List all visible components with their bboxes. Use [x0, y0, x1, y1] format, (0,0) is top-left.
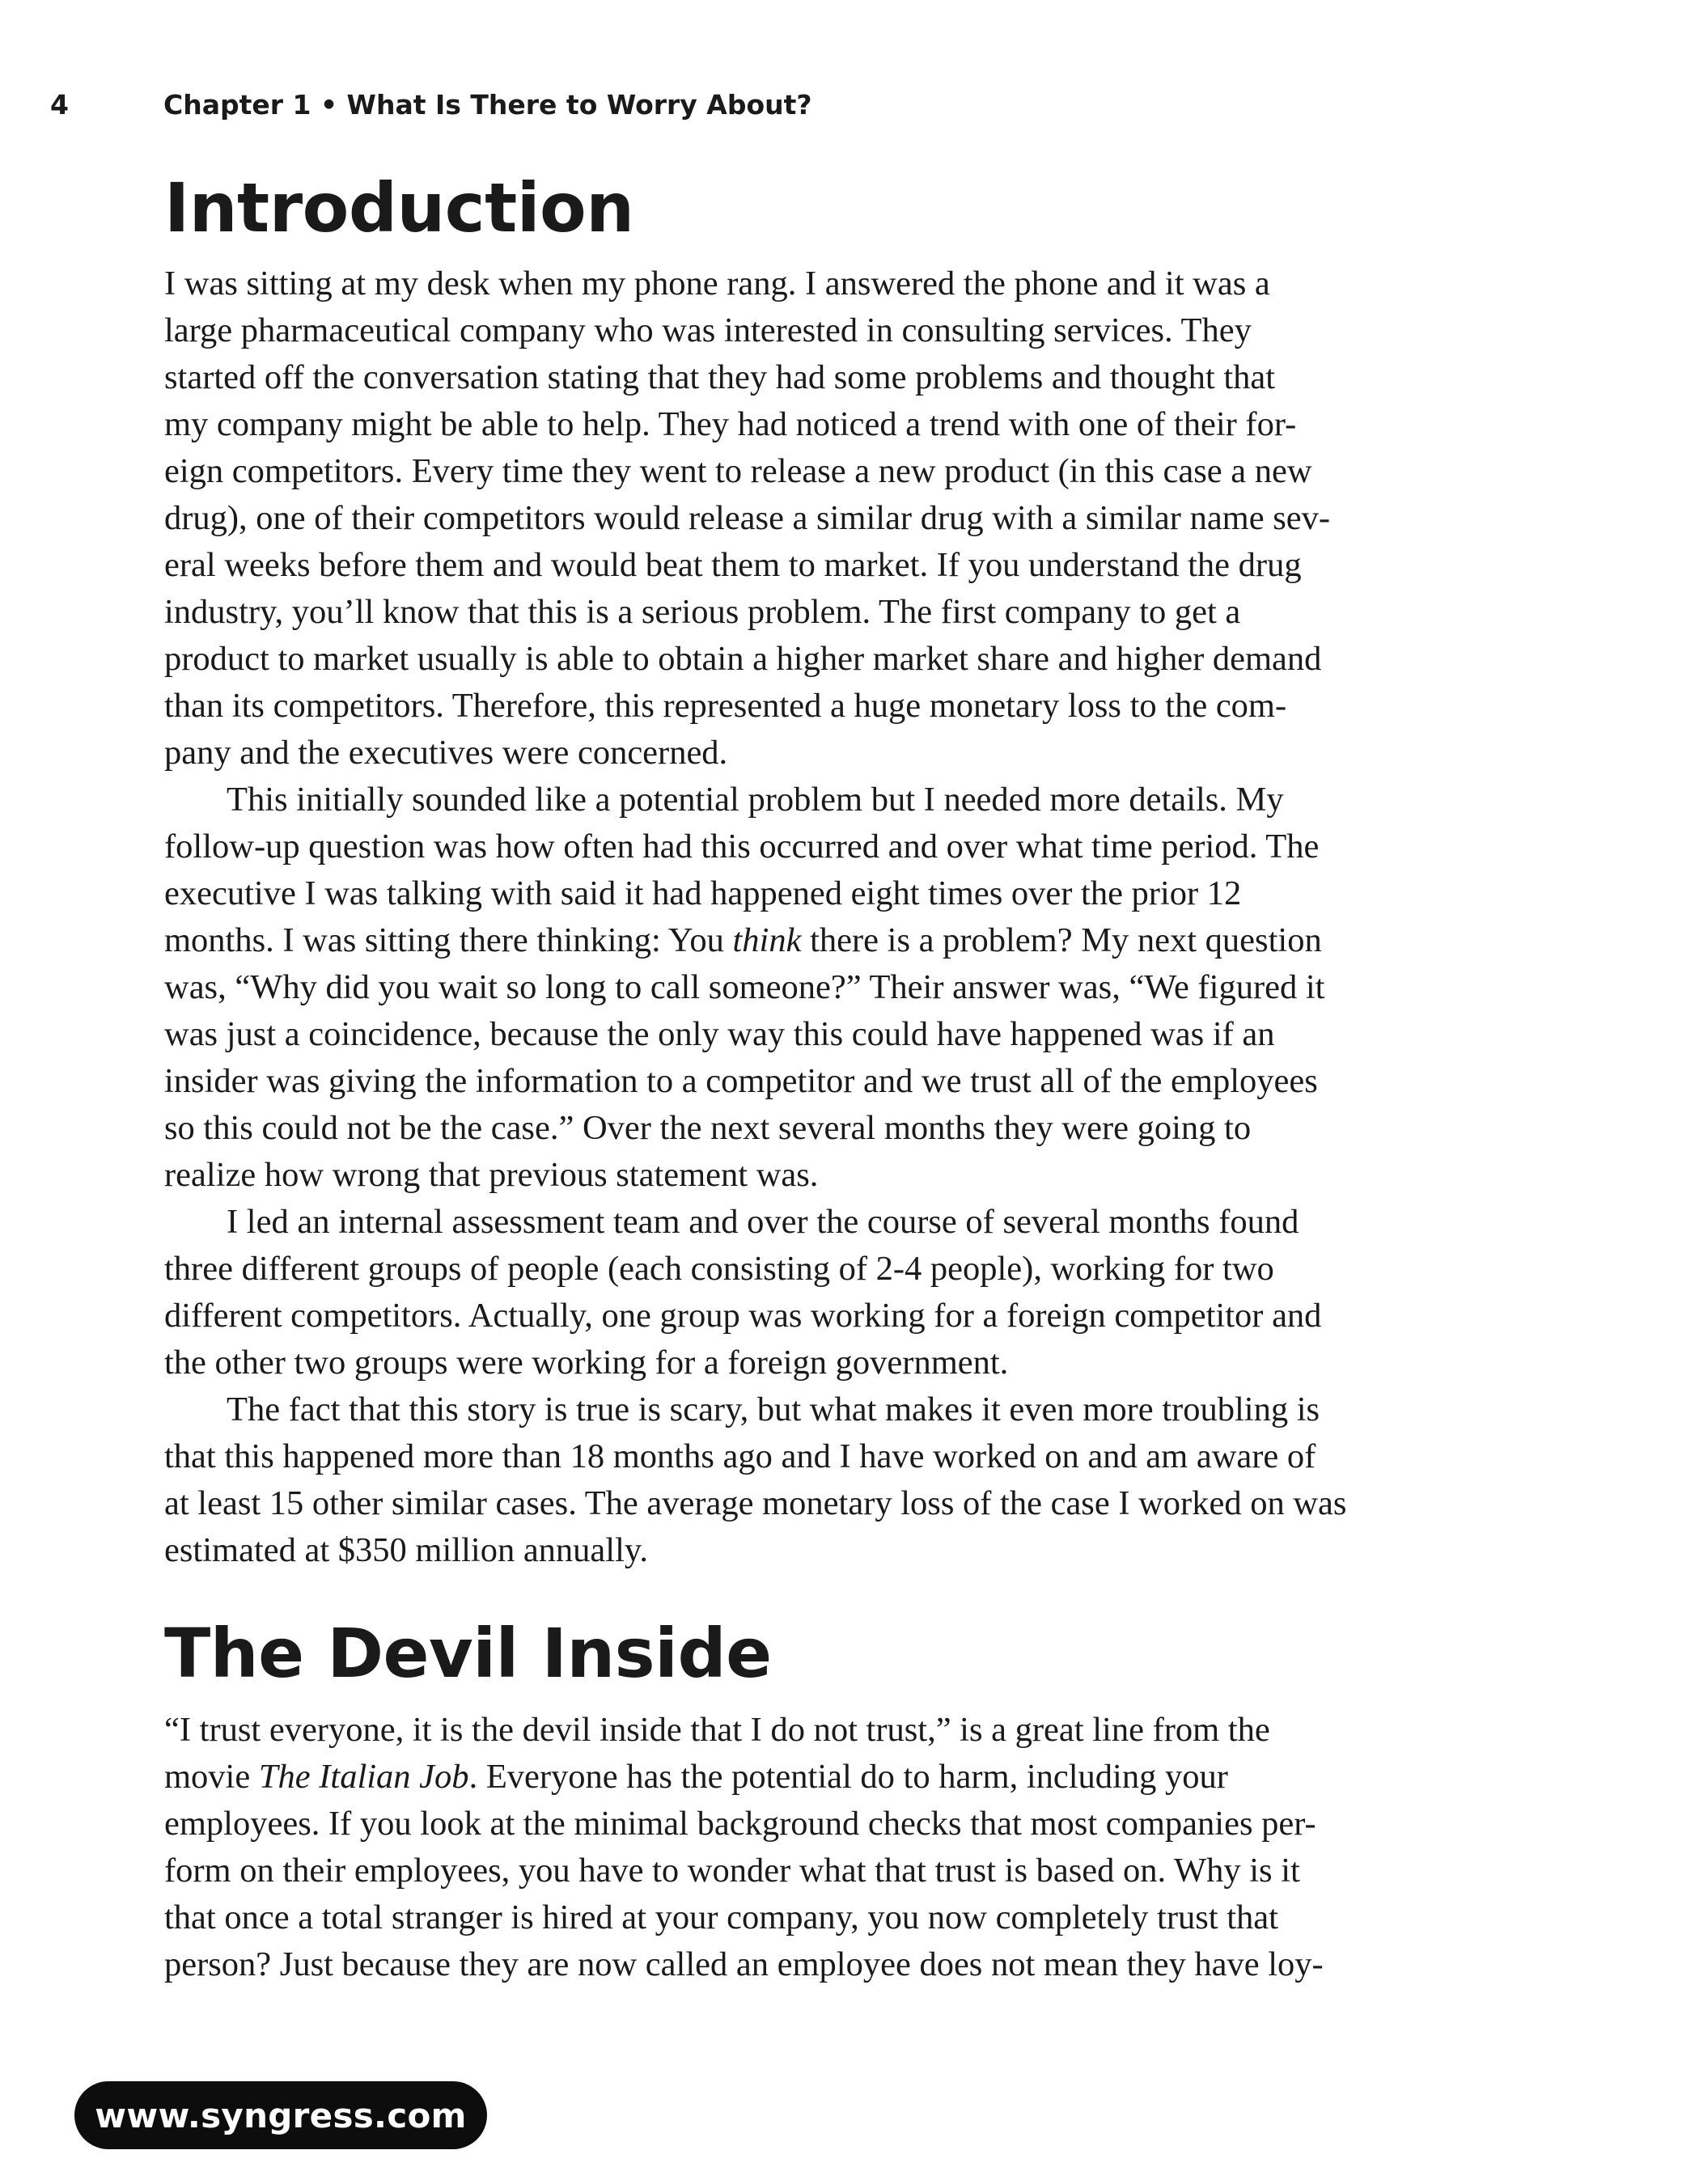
text-line: at least 15 other similar cases. The average monetary loss of the case I worked on was — [164, 1484, 1347, 1522]
text-line: employees. If you look at the minimal background checks that most companies per- — [164, 1805, 1316, 1843]
movie-title: The Italian Job — [258, 1758, 469, 1796]
text-line: I led an internal assessment team and over the course of several months found — [227, 1203, 1299, 1241]
text-line: “I trust everyone, it is the devil inside that I do not trust,” is a great line from the — [164, 1711, 1270, 1749]
text-line: so this could not be the case.” Over the next several months they were going to — [164, 1109, 1252, 1147]
text-line: three different groups of people (each consisting of 2-4 people), working for two — [164, 1250, 1274, 1288]
text-segment: movie — [164, 1758, 259, 1796]
text-line: the other two groups were working for a foreign government. — [164, 1344, 1009, 1382]
text-line: I was sitting at my desk when my phone rang. I answered the phone and it was a — [164, 265, 1270, 303]
text-segment: . Everyone has the potential do to harm, including your — [468, 1758, 1228, 1796]
text-line: that once a total stranger is hired at your company, you now completely trust that — [164, 1898, 1278, 1936]
text-line: pany and the executives were concerned. — [164, 734, 728, 772]
text-line: large pharmaceutical company who was interested in consulting services. They — [164, 311, 1252, 349]
text-line: was, “Why did you wait so long to call someone?” Their answer was, “We figured it — [164, 968, 1325, 1006]
text-line: form on their employees, you have to wonder what that trust is based on. Why is it — [164, 1852, 1300, 1890]
section-heading-introduction: Introduction — [164, 168, 634, 248]
text-line: than its competitors. Therefore, this represented a huge monetary loss to the com- — [164, 687, 1287, 725]
text-line: different competitors. Actually, one group was working for a foreign competitor and — [164, 1297, 1322, 1335]
emphasis-think: think — [732, 921, 802, 959]
text-line: that this happened more than 18 months ago and I have worked on and am aware of — [164, 1437, 1316, 1475]
text-line: The fact that this story is true is scary, but what makes it even more troubling is — [227, 1390, 1320, 1428]
text-line: executive I was talking with said it had happened eight times over the prior 12 — [164, 874, 1242, 912]
page-number: 4 — [50, 89, 69, 121]
text-line: This initially sounded like a potential problem but I needed more details. My — [227, 781, 1284, 819]
text-line: product to market usually is able to obtain a higher market share and higher demand — [164, 640, 1322, 678]
text-line: eral weeks before them and would beat them to market. If you understand the drug — [164, 546, 1302, 584]
text-line: insider was giving the information to a competitor and we trust all of the employees — [164, 1062, 1318, 1100]
text-segment: months. I was sitting there thinking: You — [164, 921, 724, 959]
footer-url-badge[interactable] — [74, 2081, 487, 2149]
footer-url[interactable]: www.syngress.com — [95, 2095, 467, 2135]
text-line: my company might be able to help. They had noticed a trend with one of their for- — [164, 405, 1297, 443]
text-line: eign competitors. Every time they went to release a new product (in this case a new — [164, 452, 1312, 490]
text-line — [164, 921, 1322, 959]
chapter-title: Chapter 1 • What Is There to Worry About? — [163, 89, 812, 121]
text-line: follow-up question was how often had this occurred and over what time period. The — [164, 827, 1320, 866]
text-line: realize how wrong that previous statement was. — [164, 1156, 819, 1194]
text-segment: there is a problem? My next question — [801, 921, 1322, 959]
text-line: industry, you’ll know that this is a serious problem. The first company to get a — [164, 593, 1241, 631]
text-line — [164, 1760, 1228, 1795]
text-line: drug), one of their competitors would release a similar drug with a similar name sev- — [164, 499, 1331, 537]
text-line: was just a coincidence, because the only way this could have happened was if an — [164, 1015, 1275, 1053]
section-heading-devil-inside: The Devil Inside — [164, 1614, 772, 1693]
text-line: estimated at $350 million annually. — [164, 1531, 649, 1569]
text-line: person? Just because they are now called an employee does not mean they have loy- — [164, 1945, 1324, 1983]
text-line: started off the conversation stating that they had some problems and thought that — [164, 358, 1276, 396]
